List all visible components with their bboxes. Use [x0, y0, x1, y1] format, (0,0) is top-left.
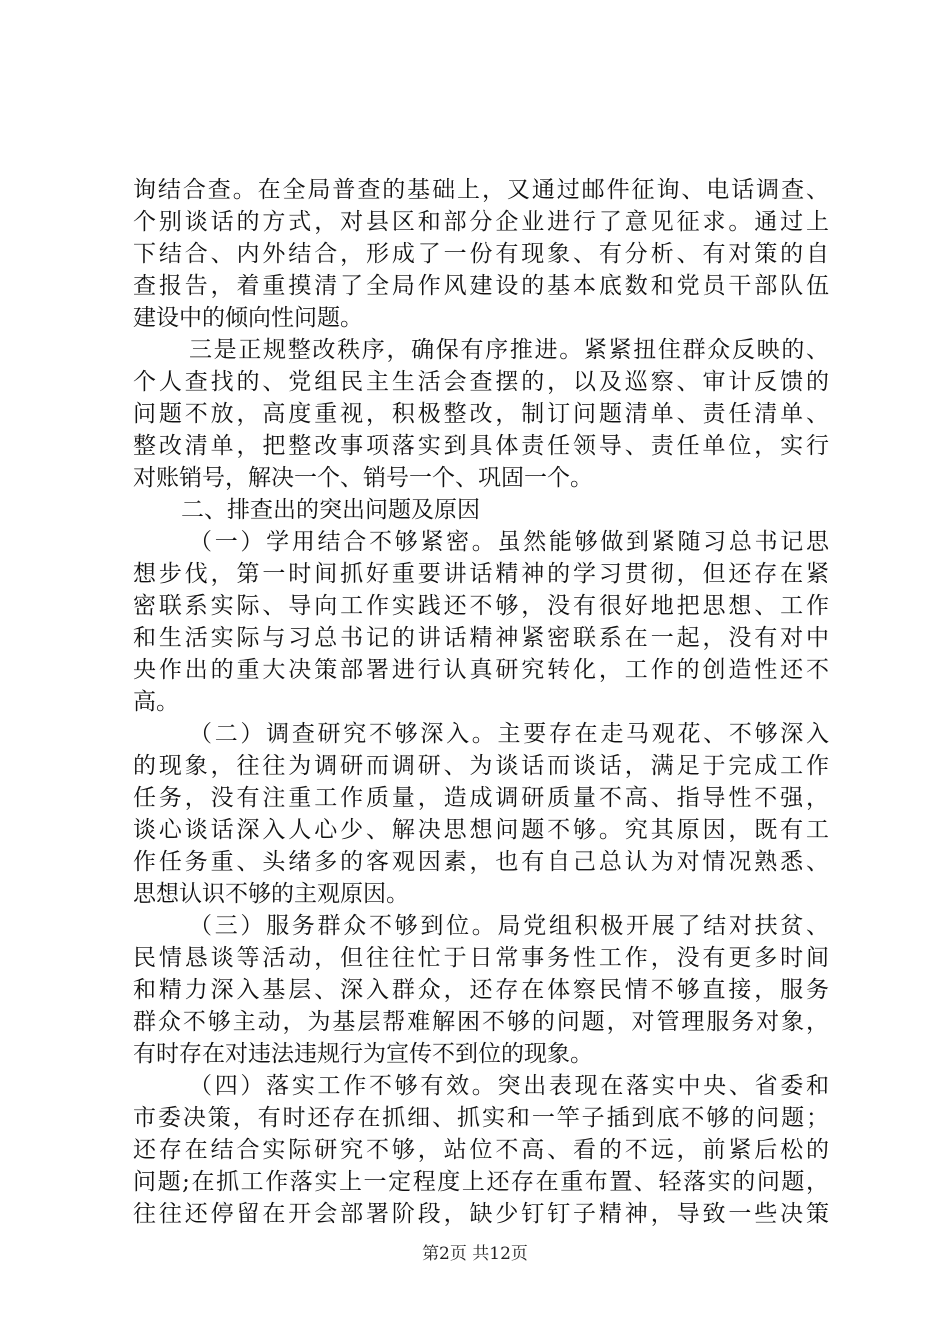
text-line: 三是正规整改秩序，确保有序推进。紧紧扭住群众反映的、	[189, 337, 829, 363]
text-line: 谈心谈话深入人心少、解决思想问题不够。究其原因，既有工	[133, 817, 829, 843]
text-line: 民情恳谈等活动，但往往忙于日常事务性工作，没有更多时间	[133, 945, 829, 971]
text-line: 高。	[133, 689, 179, 715]
text-line: 市委决策，有时还存在抓细、抓实和一竿子插到底不够的问题；	[133, 1105, 829, 1131]
text-line: 个人查找的、党组民主生活会查摆的，以及巡察、审计反馈的	[133, 369, 829, 395]
text-line: （四）落实工作不够有效。突出表现在落实中央、省委和	[189, 1073, 829, 1099]
page-footer: 第2页 共12页	[422, 1244, 528, 1264]
text-line: 想步伐，第一时间抓好重要讲话精神的学习贯彻，但还存在紧	[133, 561, 829, 587]
text-line: 有时存在对违法违规行为宣传不到位的现象。	[133, 1041, 593, 1067]
text-line: 和精力深入基层、深入群众，还存在体察民情不够直接，服务	[133, 977, 829, 1003]
text-line: 央作出的重大决策部署进行认真研究转化，工作的创造性还不	[133, 657, 829, 683]
text-line: 下结合、内外结合，形成了一份有现象、有分析、有对策的自	[133, 241, 829, 267]
text-line: 往往还停留在开会部署阶段，缺少钉钉子精神，导致一些决策	[133, 1201, 829, 1227]
text-line: 还存在结合实际研究不够，站位不高、看的不远，前紧后松的	[133, 1137, 829, 1163]
text-line: （一）学用结合不够紧密。虽然能够做到紧随习总书记思	[189, 529, 829, 555]
text-line: 建设中的倾向性问题。	[133, 305, 363, 331]
text-line: 任务，没有注重工作质量，造成调研质量不高、指导性不强，	[133, 785, 829, 811]
text-line: 对账销号，解决一个、销号一个、巩固一个。	[133, 465, 593, 491]
document-body	[133, 174, 829, 1230]
text-line: 整改清单，把整改事项落实到具体责任领导、责任单位，实行	[133, 433, 829, 459]
text-line: 问题;在抓工作落实上一定程度上还存在重布置、轻落实的问题，	[133, 1169, 829, 1195]
text-line: 个别谈话的方式，对县区和部分企业进行了意见征求。通过上	[133, 209, 829, 235]
text-line: 作任务重、头绪多的客观因素，也有自己总认为对情况熟悉、	[133, 849, 829, 875]
text-line: 和生活实际与习总书记的讲话精神紧密联系在一起，没有对中	[133, 625, 829, 651]
text-line: 群众不够主动，为基层帮难解困不够的问题，对管理服务对象，	[133, 1009, 829, 1035]
text-line: 问题不放，高度重视，积极整改，制订问题清单、责任清单、	[133, 401, 829, 427]
text-line: 密联系实际、导向工作实践还不够，没有很好地把思想、工作	[133, 593, 829, 619]
text-line: 的现象，往往为调研而调研、为谈话而谈话，满足于完成工作	[133, 753, 829, 779]
text-line: （二）调查研究不够深入。主要存在走马观花、不够深入	[189, 721, 829, 747]
text-line: 询结合查。在全局普查的基础上，又通过邮件征询、电话调查、	[133, 177, 829, 203]
text-line: 查报告，着重摸清了全局作风建设的基本底数和党员干部队伍	[133, 273, 829, 299]
text-line: （三）服务群众不够到位。局党组积极开展了结对扶贫、	[189, 913, 829, 939]
text-line: 二、排查出的突出问题及原因	[181, 497, 480, 523]
text-line: 思想认识不够的主观原因。	[133, 881, 409, 907]
